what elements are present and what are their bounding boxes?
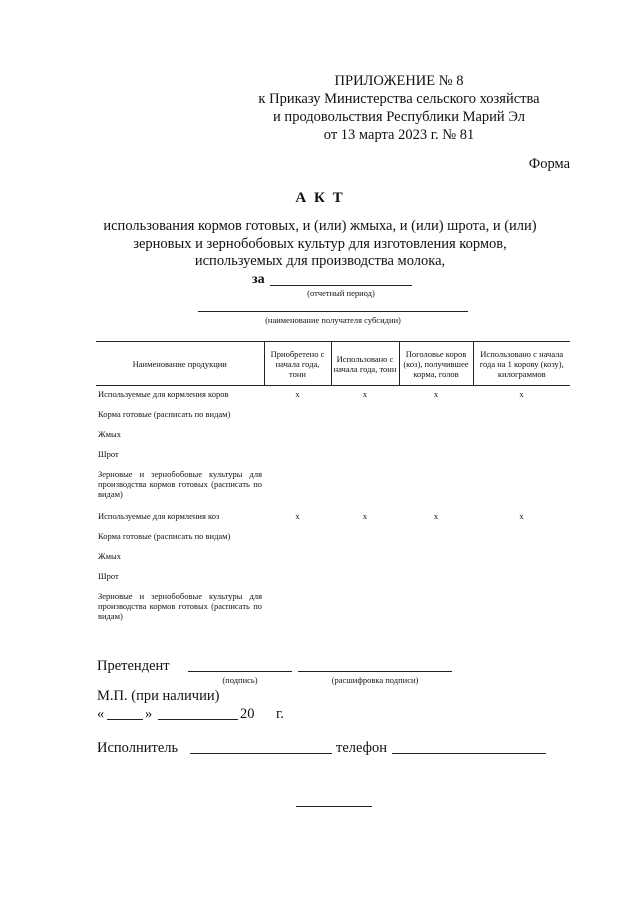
period-field[interactable] [270, 285, 412, 286]
row-name: Зерновые и зернобобовые культуры для производства кормов готовых (расписать по видам) [98, 468, 262, 499]
recipient-caption: (наименование получателя субсидии) [265, 315, 401, 325]
executor-label: Исполнитель [97, 740, 179, 756]
act-subtitle-line-2: зерновых и зернобобовых культур для изготовления кормов, [133, 235, 507, 252]
date-close-quote: » [145, 706, 153, 722]
row-value[interactable] [331, 426, 399, 446]
phone-field[interactable] [392, 753, 546, 754]
table-row [96, 466, 570, 508]
table-row [96, 568, 570, 588]
row-value: x [433, 510, 439, 521]
row-value[interactable] [264, 426, 331, 446]
row-value: x [519, 510, 524, 521]
date-year-suffix: г. [276, 706, 284, 722]
stamp-label: М.П. (при наличии) [97, 688, 220, 704]
end-divider [296, 806, 372, 807]
period-caption: (отчетный период) [307, 288, 375, 298]
row-value[interactable] [331, 548, 399, 568]
row-value[interactable] [331, 588, 399, 630]
row-value: x [295, 510, 300, 521]
row-value: x [295, 389, 300, 399]
row-value[interactable] [264, 466, 331, 508]
row-name: Корма готовые (расписать по видам) [98, 408, 231, 419]
appendix-line-3: от 13 марта 2023 г. № 81 [323, 127, 475, 143]
header-product: Наименование продукции [132, 358, 227, 369]
row-value[interactable] [331, 528, 399, 548]
date-month-field[interactable] [158, 719, 238, 720]
table-row [96, 588, 570, 630]
row-name: Используемые для кормления коров [98, 389, 229, 399]
act-subtitle-line-1: использования кормов готовых, и (или) жмыха, и (или) шрота, и (или) [103, 218, 537, 234]
row-value[interactable] [399, 426, 473, 446]
signature-caption: (подпись) [222, 675, 258, 685]
appendix-header [234, 72, 564, 144]
row-name: Жмых [98, 428, 121, 439]
table-row [96, 446, 570, 466]
row-value[interactable] [399, 588, 473, 630]
form-label: Форма [528, 156, 570, 172]
row-value[interactable] [473, 588, 570, 630]
row-value[interactable] [473, 528, 570, 548]
row-name: Шрот [98, 448, 119, 459]
row-value[interactable] [264, 406, 331, 426]
row-value[interactable] [264, 588, 331, 630]
appendix-title: ПРИЛОЖЕНИЕ № 8 [334, 73, 464, 89]
act-subtitle [60, 218, 580, 271]
row-value[interactable] [399, 528, 473, 548]
act-title: А К Т [295, 190, 345, 206]
fodder-table [96, 341, 570, 630]
table-row [96, 386, 570, 406]
act-subtitle-line-3: используемых для производства молока, [194, 253, 446, 269]
row-value[interactable] [473, 568, 570, 588]
row-value[interactable] [473, 426, 570, 446]
row-value[interactable] [399, 406, 473, 426]
phone-label: телефон [336, 740, 388, 756]
row-value[interactable] [331, 446, 399, 466]
header-livestock: Поголовье коров (коз), получившее корма, голов [399, 342, 473, 386]
header-per-head: Использовано с начала года на 1 корову (козу), килограммов [473, 342, 570, 386]
header-purchased: Приобретено с начала года, тонн [264, 342, 331, 386]
appendix-line-1: к Приказу Министерства сельского хозяйства [258, 91, 540, 107]
row-name: Используемые для кормления коз [98, 510, 220, 521]
row-name: Зерновые и зернобобовые культуры для производства кормов готовых (расписать по видам) [98, 590, 262, 621]
row-value[interactable] [264, 528, 331, 548]
date-day-field[interactable] [107, 719, 143, 720]
row-value[interactable] [331, 568, 399, 588]
row-value: x [362, 510, 368, 521]
row-name: Корма готовые (расписать по видам) [98, 530, 231, 541]
row-name: Жмых [98, 550, 121, 561]
table-row [96, 548, 570, 568]
recipient-field[interactable] [198, 311, 468, 312]
header-used: Использовано с начала года, тонн [331, 342, 399, 386]
row-value[interactable] [399, 548, 473, 568]
row-value[interactable] [331, 466, 399, 508]
signature-field[interactable] [188, 671, 292, 672]
row-value[interactable] [473, 446, 570, 466]
executor-field[interactable] [190, 753, 332, 754]
date-year-prefix: 20 [240, 706, 255, 722]
row-name: Шрот [98, 570, 119, 581]
row-value[interactable] [473, 466, 570, 508]
table-row [96, 528, 570, 548]
row-value[interactable] [399, 466, 473, 508]
row-value[interactable] [473, 406, 570, 426]
table-row [96, 508, 570, 528]
period-prefix: за [252, 272, 265, 287]
signature-decode-caption: (расшифровка подписи) [331, 675, 419, 685]
row-value[interactable] [473, 548, 570, 568]
row-value: x [362, 389, 368, 399]
date-open-quote: « [97, 706, 105, 722]
table-row [96, 406, 570, 426]
row-value[interactable] [399, 568, 473, 588]
applicant-label: Претендент [97, 658, 170, 674]
appendix-line-2: и продовольствия Республики Марий Эл [273, 109, 525, 125]
row-value[interactable] [264, 446, 331, 466]
table-row [96, 426, 570, 446]
row-value: x [519, 389, 524, 399]
row-value[interactable] [264, 568, 331, 588]
signature-decode-field[interactable] [298, 671, 452, 672]
row-value[interactable] [331, 406, 399, 426]
row-value[interactable] [264, 548, 331, 568]
row-value: x [433, 389, 439, 399]
row-value[interactable] [399, 446, 473, 466]
